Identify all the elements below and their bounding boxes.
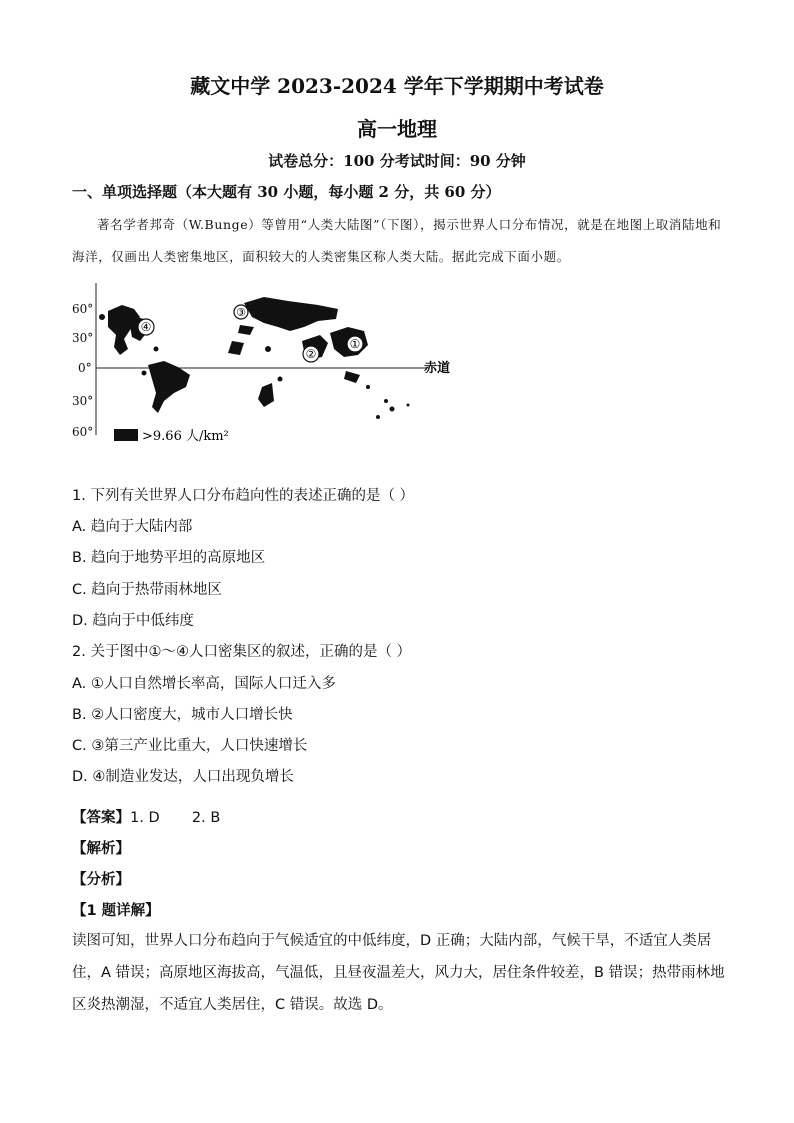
question-1-option-a: A. 趋向于大陆内部 (72, 519, 193, 535)
svg-text:④: ④ (140, 320, 152, 334)
fenxi-tag: 【分析】 (72, 872, 130, 888)
question-2-stem: 2. 关于图中①～④人口密集区的叙述，正确的是（ ） (72, 644, 412, 660)
section-title: 一、单项选择题（本大题有 30 小题，每小题 2 分，共 60 分） (72, 183, 501, 201)
answer-text: 1. D 2. B (130, 810, 221, 826)
marker-2 (303, 346, 319, 362)
question-1-option-c: C. 趋向于热带雨林地区 (72, 582, 222, 598)
exam-info: 试卷总分：100 分考试时间：90 分钟 (268, 152, 526, 170)
question-2-option-d: D. ④制造业发达，人口出现负增长 (72, 769, 294, 785)
south-america-blob (142, 361, 191, 413)
lat-0: 0° (78, 361, 92, 375)
detail-paragraph: 读图可知，世界人口分布趋向于气候适宜的中低纬度，D 正确；大陆内部，气候干旱，不适宜人类居住，A 错误；高原地区海拔高，气温低，且昼夜温差大，风力大，居住条件较差，B 错误；热带雨林地区炎热潮湿，不适宜人类居住，C 错误。故选 D。 (72, 933, 725, 1013)
exam-subject: 高一地理 (357, 117, 437, 141)
equator-label: 赤道 (424, 361, 451, 376)
human-continent-map (68, 275, 468, 455)
question-1-option-d: D. 趋向于中低纬度 (72, 613, 194, 629)
legend-text: >9.66 人/km² (142, 429, 229, 444)
question-2-option-c: C. ③第三产业比重大，人口快速增长 (72, 738, 308, 754)
oceania-blob (344, 371, 410, 419)
marker-4 (138, 319, 154, 335)
question-2-option-b: B. ②人口密度大，城市人口增长快 (72, 707, 293, 723)
lat-60n: 60° (72, 302, 94, 316)
analysis-tag: 【解析】 (72, 841, 130, 857)
detail-tag: 【1 题详解】 (72, 903, 160, 919)
svg-text:③: ③ (236, 306, 246, 319)
question-1-stem: 1. 下列有关世界人口分布趋向性的表述正确的是（ ） (72, 488, 415, 504)
lat-30n: 30° (72, 331, 94, 345)
answer-line (72, 806, 220, 827)
lat-60s: 60° (72, 425, 94, 439)
marker-1 (347, 336, 363, 352)
svg-text:①: ① (349, 337, 361, 351)
intro-paragraph: 著名学者邦奇（W.Bunge）等曾用“人类大陆图”（下图），揭示世界人口分布情况，就是在地图上取消陆地和海洋，仅画出人类密集地区，面积较大的人类密集区称人类大陆。据此完成下面小题。 (72, 217, 722, 264)
marker-3 (234, 305, 248, 319)
question-2-option-a: A. ①人口自然增长率高，国际人口迁入多 (72, 676, 336, 692)
exam-title: 藏文中学 2023-2024 学年下学期期中考试卷 (190, 74, 604, 98)
eurasia-blob (228, 297, 368, 407)
lat-30s: 30° (72, 394, 94, 408)
legend-swatch (114, 429, 138, 441)
question-1-option-b: B. 趋向于地势平坦的高原地区 (72, 550, 266, 566)
svg-text:②: ② (305, 347, 317, 361)
answer-tag: 【答案】 (72, 810, 130, 826)
